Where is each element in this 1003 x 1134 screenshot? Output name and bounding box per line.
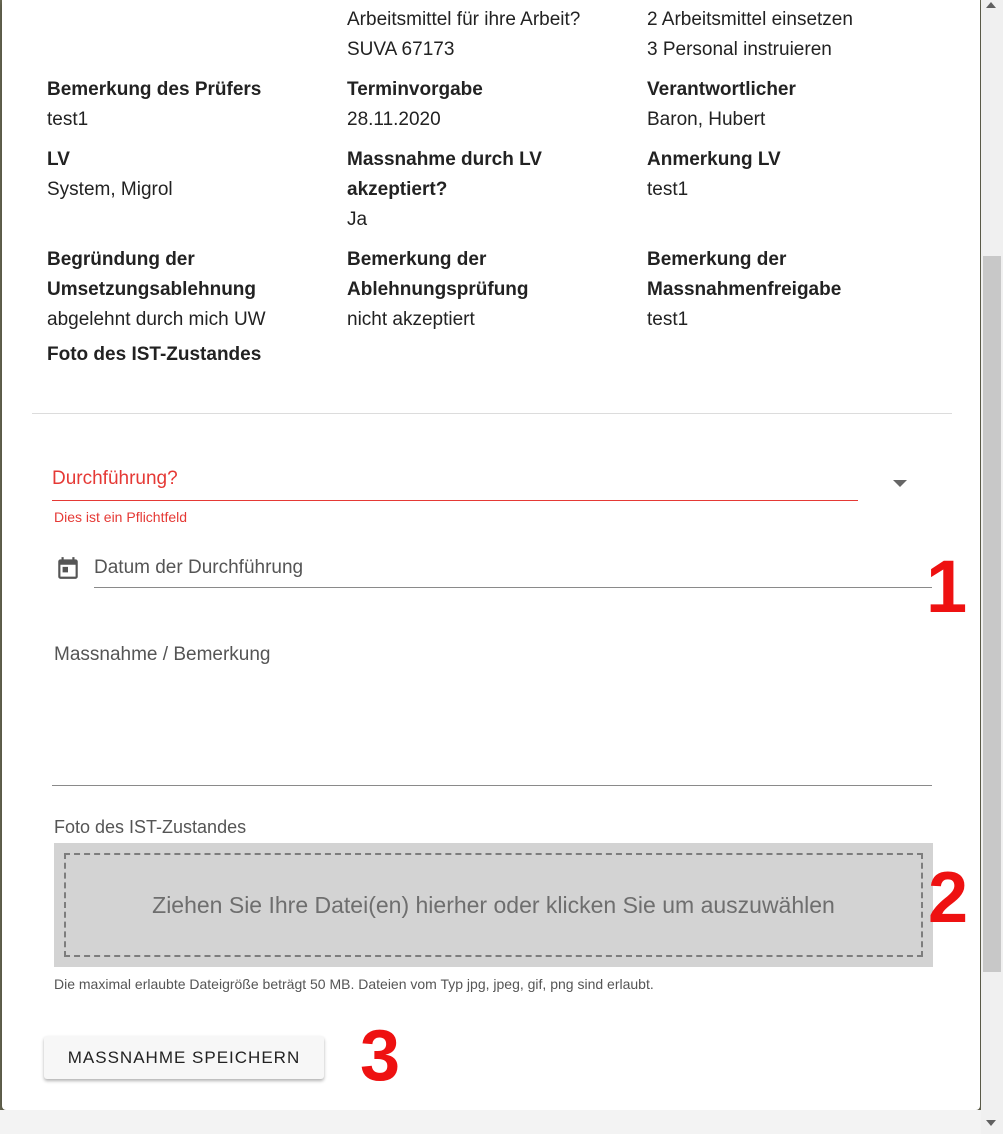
detail-value-pruefer-remark: test1 [47,109,89,130]
detail-label-pruefer-remark: Bemerkung des Prüfers [47,79,262,100]
detail-label-lv-accepted-line2: akzeptiert? [347,179,448,200]
dialog-bottom-area [0,1110,981,1134]
detail-label-rejection-reason-line2: Umsetzungsablehnung [47,279,257,300]
detail-label-lv-note: Anmerkung LV [647,149,781,170]
detail-label-lv: LV [47,149,70,170]
dropdown-arrow-icon[interactable] [893,480,907,487]
date-of-execution-label: Datum der Durchführung [94,557,304,578]
durchfuehrung-label: Durchführung? [52,468,178,489]
detail-label-release-remark: Bemerkung der [647,249,787,270]
annotation-marker-1: 1 [926,545,968,628]
detail-label-rejection-review-line2: Ablehnungsprüfung [347,279,529,300]
measure-dialog [2,0,980,1110]
detail-value-lv-accepted: Ja [347,209,368,230]
date-of-execution-input[interactable] [94,550,932,588]
detail-label-deadline: Terminvorgabe [347,79,483,100]
annotation-marker-3: 3 [360,1016,401,1096]
detail-value: Arbeitsmittel für ihre Arbeit? [347,9,581,30]
massnahme-remark-textarea[interactable] [52,640,932,786]
photo-upload-label: Foto des IST-Zustandes [54,817,247,837]
detail-value-responsible: Baron, Hubert [647,109,766,130]
detail-value-release-remark: test1 [647,309,689,330]
save-measure-button[interactable]: MASSNAHME SPEICHERN [44,1036,324,1079]
detail-value-lv-note: test1 [647,179,689,200]
durchfuehrung-select[interactable] [52,462,858,501]
section-divider [32,413,952,414]
required-error-text: Dies ist ein Pflichtfeld [54,509,188,525]
annotation-marker-2: 2 [928,858,969,938]
detail-label-responsible: Verantwortlicher [647,79,796,100]
scroll-down-arrow-icon[interactable] [986,1120,996,1126]
massnahme-remark-label: Massnahme / Bemerkung [54,644,271,665]
detail-value-rejection-reason: abgelehnt durch mich UW [47,309,266,330]
detail-value: SUVA 67173 [347,39,455,60]
scroll-thumb[interactable] [983,256,1001,972]
detail-value: 2 Arbeitsmittel einsetzen [647,9,853,30]
scrollbar[interactable] [981,0,1003,1134]
dropzone-border[interactable] [64,853,923,957]
detail-label-rejection-reason: Begründung der [47,249,195,270]
dropzone-text: Ziehen Sie Ihre Datei(en) hierher oder klicken Sie um auszuwählen [152,891,835,918]
file-size-hint: Die maximal erlaubte Dateigröße beträgt 50 MB. Dateien vom Typ jpg, jpeg, gif, png sind erlaubt. [54,976,654,992]
detail-label-photo: Foto des IST-Zustandes [47,344,262,365]
detail-value-deadline: 28.11.2020 [347,109,441,130]
scroll-up-arrow-icon[interactable] [986,2,996,8]
file-dropzone[interactable] [54,843,933,967]
calendar-icon[interactable] [55,555,81,581]
detail-label-lv-accepted: Massnahme durch LV [347,149,542,170]
detail-value-lv: System, Migrol [47,179,173,200]
detail-value-rejection-review: nicht akzeptiert [347,309,475,330]
detail-label-rejection-review: Bemerkung der [347,249,487,270]
detail-value: 3 Personal instruieren [647,39,832,60]
detail-label-release-remark-line2: Massnahmenfreigabe [647,279,842,300]
